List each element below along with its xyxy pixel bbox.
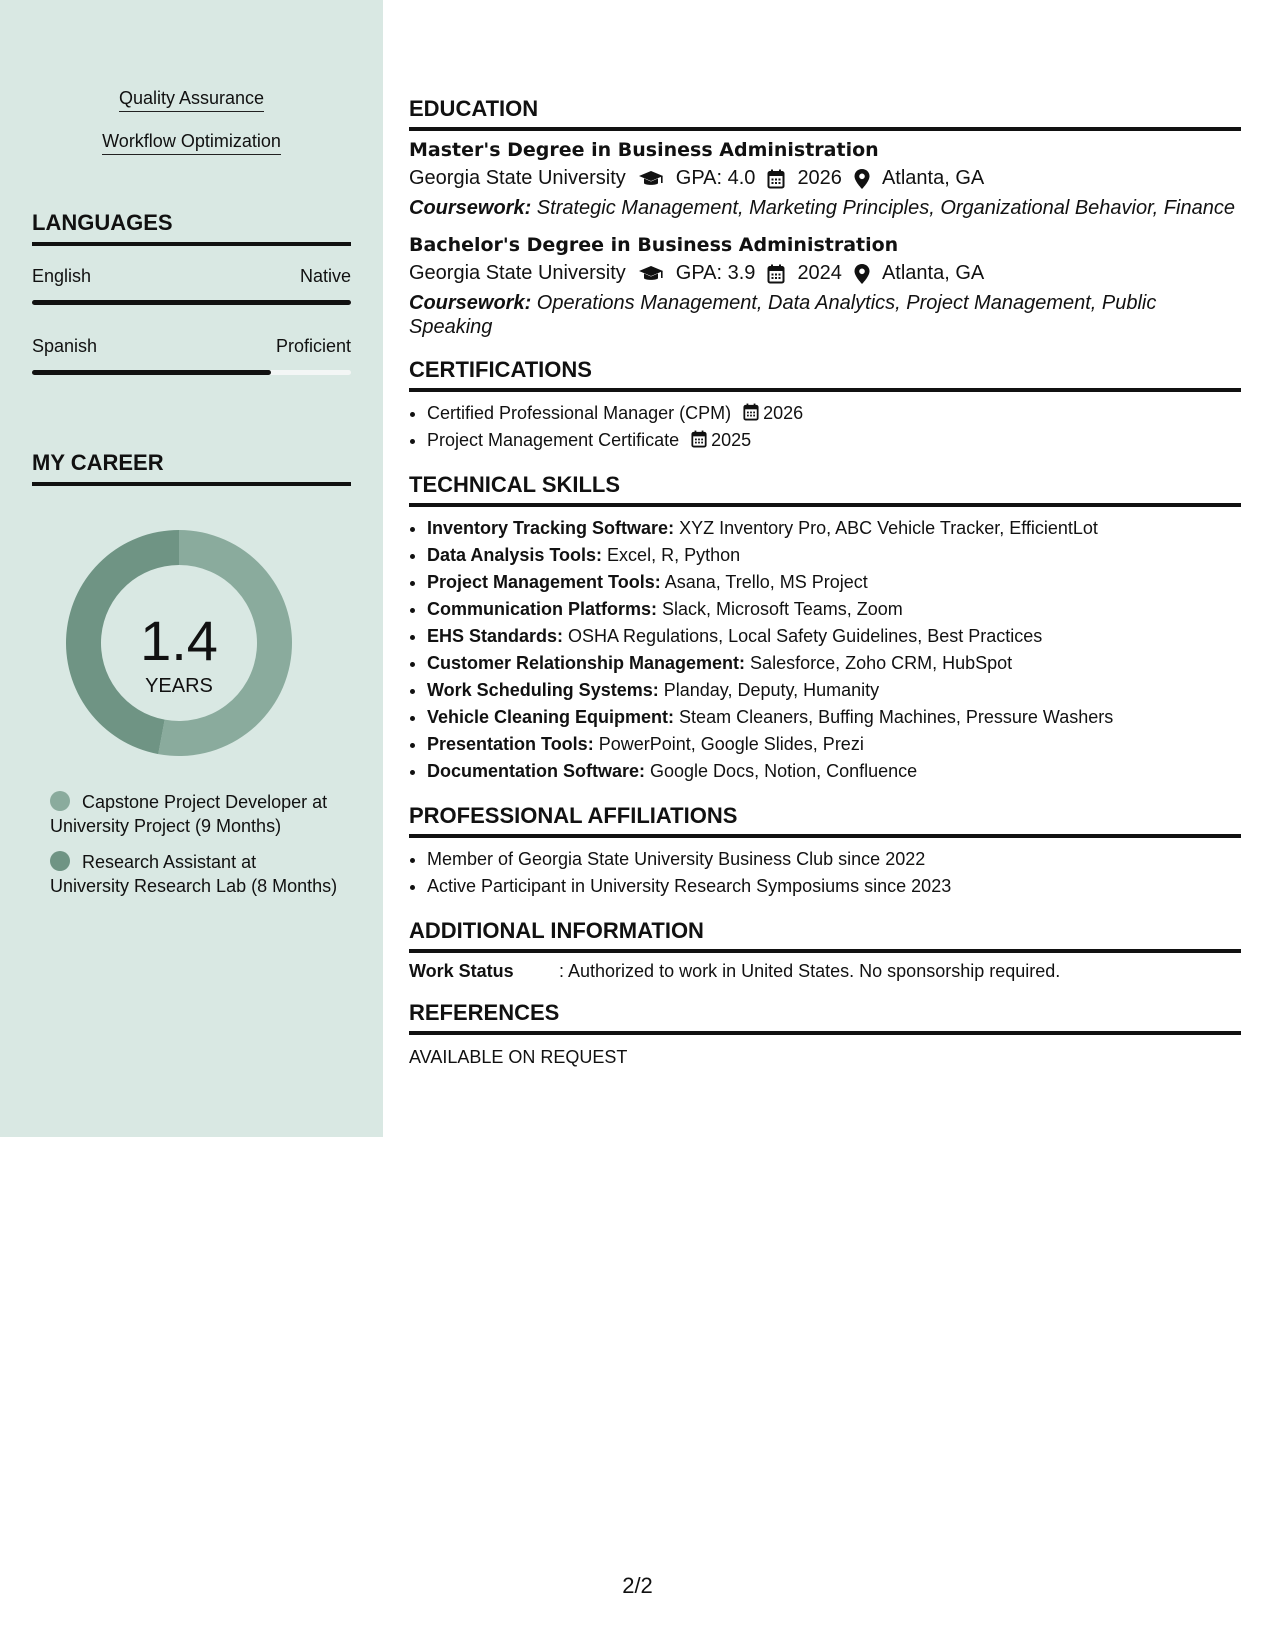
additional-info-section <box>409 918 1241 982</box>
career-list <box>50 790 340 910</box>
skill-item <box>427 677 1241 704</box>
skill-value: OSHA Regulations, Local Safety Guidelines, Best Practices <box>563 626 1043 646</box>
work-status-label: Work Status <box>409 961 514 981</box>
technical-skills-section <box>409 472 1241 785</box>
language-row <box>32 266 351 287</box>
location: Atlanta, GA <box>881 167 985 189</box>
skill-value: PowerPoint, Google Slides, Prezi <box>593 734 864 754</box>
coursework-label: Coursework: <box>409 292 532 314</box>
skill-item <box>427 596 1241 623</box>
coursework-label: Coursework: <box>409 197 532 219</box>
work-status-row <box>409 961 1241 982</box>
language-proficiency-fill <box>32 300 351 305</box>
skill-label: Work Scheduling Systems: <box>427 680 659 700</box>
calendar-icon <box>691 430 707 448</box>
education-entry <box>409 139 1241 220</box>
skill-value: XYZ Inventory Pro, ABC Vehicle Tracker, EfficientLot <box>674 518 1098 538</box>
calendar-icon <box>743 403 759 421</box>
skill-label: Project Management Tools: <box>427 572 661 592</box>
skill-value: Planday, Deputy, Humanity <box>658 680 880 700</box>
sidebar <box>0 0 383 1137</box>
certification-name: Certified Professional Manager (CPM) <box>427 403 732 423</box>
career-item <box>50 850 340 898</box>
skill-item <box>427 623 1241 650</box>
graduation-cap-icon <box>638 265 664 283</box>
education-section <box>409 96 1241 339</box>
skill-value: Excel, R, Python <box>602 545 741 565</box>
references-section <box>409 1000 1241 1068</box>
calendar-icon <box>767 169 785 189</box>
skill-value: Salesforce, Zoho CRM, HubSpot <box>745 653 1013 673</box>
career-item-text: Capstone Project Developer at University Project (9 Months) <box>50 792 328 836</box>
certifications-section <box>409 357 1241 454</box>
skill-value: Slack, Microsoft Teams, Zoom <box>657 599 903 619</box>
skill-value: Asana, Trello, MS Project <box>660 572 868 592</box>
legend-dot <box>50 851 70 871</box>
section-heading: PROFESSIONAL AFFILIATIONS <box>409 803 1241 838</box>
section-heading: ADDITIONAL INFORMATION <box>409 918 1241 953</box>
location-pin-icon <box>854 169 870 189</box>
skill-item <box>427 515 1241 542</box>
skill-value: Google Docs, Notion, Confluence <box>645 761 918 781</box>
skill-item <box>427 569 1241 596</box>
language-row <box>32 336 351 357</box>
career-item-text: Research Assistant at University Research Lab (8 Months) <box>50 852 338 896</box>
education-details <box>409 262 1241 285</box>
location-pin-icon <box>854 264 870 284</box>
affiliation-list <box>409 846 1241 900</box>
skill-item <box>427 650 1241 677</box>
certification-year: 2026 <box>763 403 804 423</box>
skill-label: Customer Relationship Management: <box>427 653 746 673</box>
skill-item <box>427 542 1241 569</box>
affiliation-item: • Active Participant in University Research Symposiums since 2023 <box>427 873 1241 900</box>
coursework <box>409 291 1241 339</box>
skill-label: Presentation Tools: <box>427 734 594 754</box>
education-details <box>409 167 1241 190</box>
work-status-value: : Authorized to work in United States. No sponsorship required. <box>559 961 1061 981</box>
gpa: GPA: 4.0 <box>675 167 756 189</box>
certification-item <box>427 400 1241 427</box>
career-total-value: 1.4 <box>140 609 218 672</box>
education-entry <box>409 234 1241 339</box>
degree-title: Bachelor's Degree in Business Administration <box>409 234 899 256</box>
affiliation-item: • Member of Georgia State University Business Club since 2022 <box>427 846 1241 873</box>
degree-title: Master's Degree in Business Administration <box>409 139 879 161</box>
languages-heading: LANGUAGES <box>32 210 351 246</box>
language-name: English <box>32 266 92 286</box>
page-number: 2/2 <box>622 1573 653 1598</box>
skill-value: Steam Cleaners, Buffing Machines, Pressure Washers <box>674 707 1114 727</box>
skill-tags <box>0 88 383 174</box>
skill-label: EHS Standards: <box>427 626 564 646</box>
career-heading: MY CAREER <box>32 450 351 486</box>
language-level: Native <box>299 266 351 286</box>
school-name: Georgia State University <box>409 167 626 189</box>
skill-label: Vehicle Cleaning Equipment: <box>427 707 675 727</box>
calendar-icon <box>767 264 785 284</box>
skill-label: Data Analysis Tools: <box>427 545 603 565</box>
certification-list <box>409 400 1241 454</box>
section-heading: TECHNICAL SKILLS <box>409 472 1241 507</box>
language-proficiency-fill <box>32 370 271 375</box>
graduation-cap-icon <box>638 170 664 188</box>
skill-list <box>409 515 1241 785</box>
certification-name: Project Management Certificate <box>427 430 680 450</box>
section-heading: EDUCATION <box>409 96 1241 131</box>
skill-tag: Workflow Optimization <box>102 131 281 155</box>
career-item <box>50 790 340 838</box>
main-content <box>409 96 1241 1068</box>
career-total-unit: YEARS <box>145 675 213 697</box>
school-name: Georgia State University <box>409 262 626 284</box>
skill-label: Inventory Tracking Software: <box>427 518 675 538</box>
coursework <box>409 196 1241 220</box>
graduation-year: 2024 <box>797 262 842 284</box>
certification-year: 2025 <box>711 430 752 450</box>
skill-tag: Quality Assurance <box>119 88 264 112</box>
career-donut-chart <box>66 530 292 756</box>
skill-label: Communication Platforms: <box>427 599 658 619</box>
graduation-year: 2026 <box>797 167 842 189</box>
language-proficiency-bar <box>32 370 351 375</box>
affiliations-section <box>409 803 1241 900</box>
section-heading: REFERENCES <box>409 1000 1241 1035</box>
certification-item <box>427 427 1241 454</box>
location: Atlanta, GA <box>881 262 985 284</box>
gpa: GPA: 3.9 <box>675 262 756 284</box>
skill-label: Documentation Software: <box>427 761 646 781</box>
section-heading: CERTIFICATIONS <box>409 357 1241 392</box>
legend-dot <box>50 791 70 811</box>
skill-item <box>427 704 1241 731</box>
language-level: Proficient <box>275 336 351 356</box>
coursework-list: Strategic Management, Marketing Principles, Organizational Behavior, Finance <box>531 197 1235 219</box>
coursework-list: Operations Management, Data Analytics, Project Management, Public Speaking <box>409 292 1157 338</box>
skill-item <box>427 758 1241 785</box>
references-text: AVAILABLE ON REQUEST <box>409 1047 628 1067</box>
skill-item <box>427 731 1241 758</box>
language-name: Spanish <box>32 336 98 356</box>
language-proficiency-bar <box>32 300 351 305</box>
